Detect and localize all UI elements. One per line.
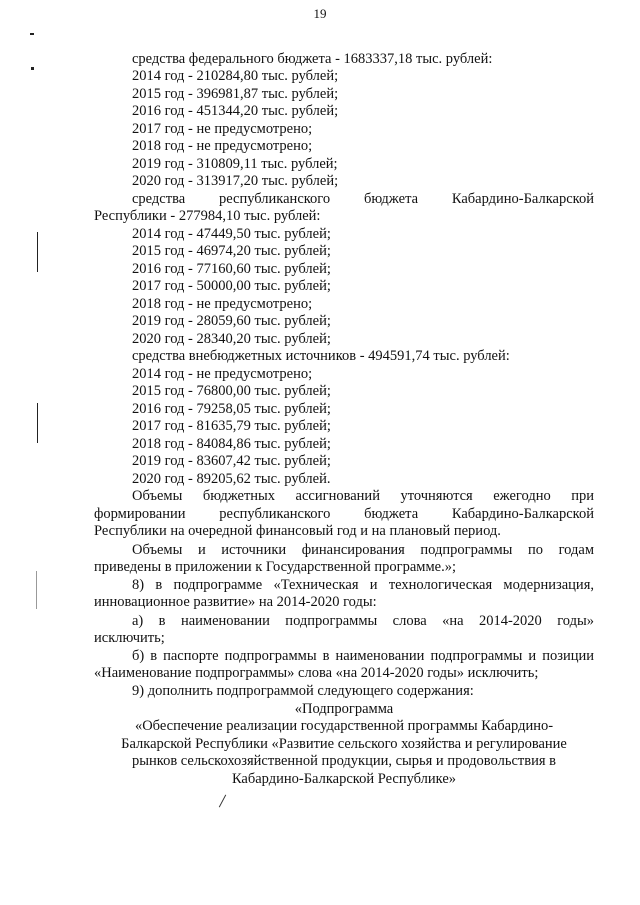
text-line: формировании республиканского бюджета Кабардино-Балкарской — [94, 506, 594, 522]
text-line: Республики - 277984,10 тыс. рублей: — [94, 208, 321, 224]
text-line: 2018 год - 84084,86 тыс. рублей; — [132, 436, 331, 452]
text-line: а) в наименовании подпрограммы слова «на 2014-2020 годы» — [132, 613, 594, 629]
text-line: 2020 год - 89205,62 тыс. рублей. — [132, 471, 331, 487]
text-line: исключить; — [94, 630, 165, 646]
text-line: 8) в подпрограмме «Техническая и технологическая модернизация, — [132, 577, 594, 593]
text-line: 2019 год - 83607,42 тыс. рублей; — [132, 453, 331, 469]
text-line: б) в паспорте подпрограммы в наименовании подпрограммы и позиции — [132, 648, 594, 664]
text-line: 2017 год - 50000,00 тыс. рублей; — [132, 278, 331, 294]
text-line: 2015 год - 76800,00 тыс. рублей; — [132, 383, 331, 399]
text-line: 2014 год - 210284,80 тыс. рублей; — [132, 68, 339, 84]
scan-mark — [31, 67, 34, 70]
scan-mark — [30, 33, 34, 35]
text-line: 2018 год - не предусмотрено; — [132, 296, 313, 312]
margin-line — [37, 232, 38, 272]
text-line: 2019 год - 310809,11 тыс. рублей; — [132, 156, 338, 172]
text-line: «Подпрограмма — [294, 701, 394, 717]
text-line: рынков сельскохозяйственной продукции, сырья и продовольствия в — [132, 753, 556, 769]
text-line: инновационное развитие» на 2014-2020 годы: — [94, 594, 377, 610]
margin-line — [37, 403, 38, 443]
margin-line — [36, 571, 37, 609]
text-line: Балкарской Республики «Развитие сельского хозяйства и регулирование — [121, 736, 567, 752]
text-line: 2014 год - 47449,50 тыс. рублей; — [132, 226, 331, 242]
text-line: Республики на очередной финансовый год и на плановый период. — [94, 523, 501, 539]
text-line: 2014 год - не предусмотрено; — [132, 366, 313, 382]
text-line: «Наименование подпрограммы» слова «на 2014-2020 годы» исключить; — [94, 665, 539, 681]
text-line: 2016 год - 451344,20 тыс. рублей; — [132, 103, 339, 119]
text-line: 2017 год - не предусмотрено; — [132, 121, 313, 137]
text-line: Объемы бюджетных ассигнований уточняются ежегодно при — [132, 488, 594, 504]
text-line: Кабардино-Балкарской Республике» — [231, 771, 457, 787]
text-line: средства республиканского бюджета Кабардино-Балкарской — [132, 191, 594, 207]
page-number: 19 — [313, 6, 327, 21]
text-line: Объемы и источники финансирования подпрограммы по годам — [132, 542, 594, 558]
text-line: средства внебюджетных источников - 494591,74 тыс. рублей: — [132, 348, 510, 364]
text-line: средства федерального бюджета - 1683337,18 тыс. рублей: — [132, 51, 493, 67]
text-line: 2020 год - 28340,20 тыс. рублей; — [132, 331, 331, 347]
text-line: 2015 год - 46974,20 тыс. рублей; — [132, 243, 331, 259]
text-line: «Обеспечение реализации государственной программы Кабардино- — [134, 718, 554, 734]
text-line: 9) дополнить подпрограммой следующего содержания: — [132, 683, 474, 699]
text-line: 2016 год - 77160,60 тыс. рублей; — [132, 261, 331, 277]
text-line: 2017 год - 81635,79 тыс. рублей; — [132, 418, 331, 434]
text-line: 2020 год - 313917,20 тыс. рублей; — [132, 173, 339, 189]
text-line: приведены в приложении к Государственной программе.»; — [94, 559, 456, 575]
text-line: 2019 год - 28059,60 тыс. рублей; — [132, 313, 331, 329]
text-line: 2015 год - 396981,87 тыс. рублей; — [132, 86, 339, 102]
pen-stroke — [219, 795, 226, 808]
text-line: 2018 год - не предусмотрено; — [132, 138, 313, 154]
text-line: 2016 год - 79258,05 тыс. рублей; — [132, 401, 331, 417]
